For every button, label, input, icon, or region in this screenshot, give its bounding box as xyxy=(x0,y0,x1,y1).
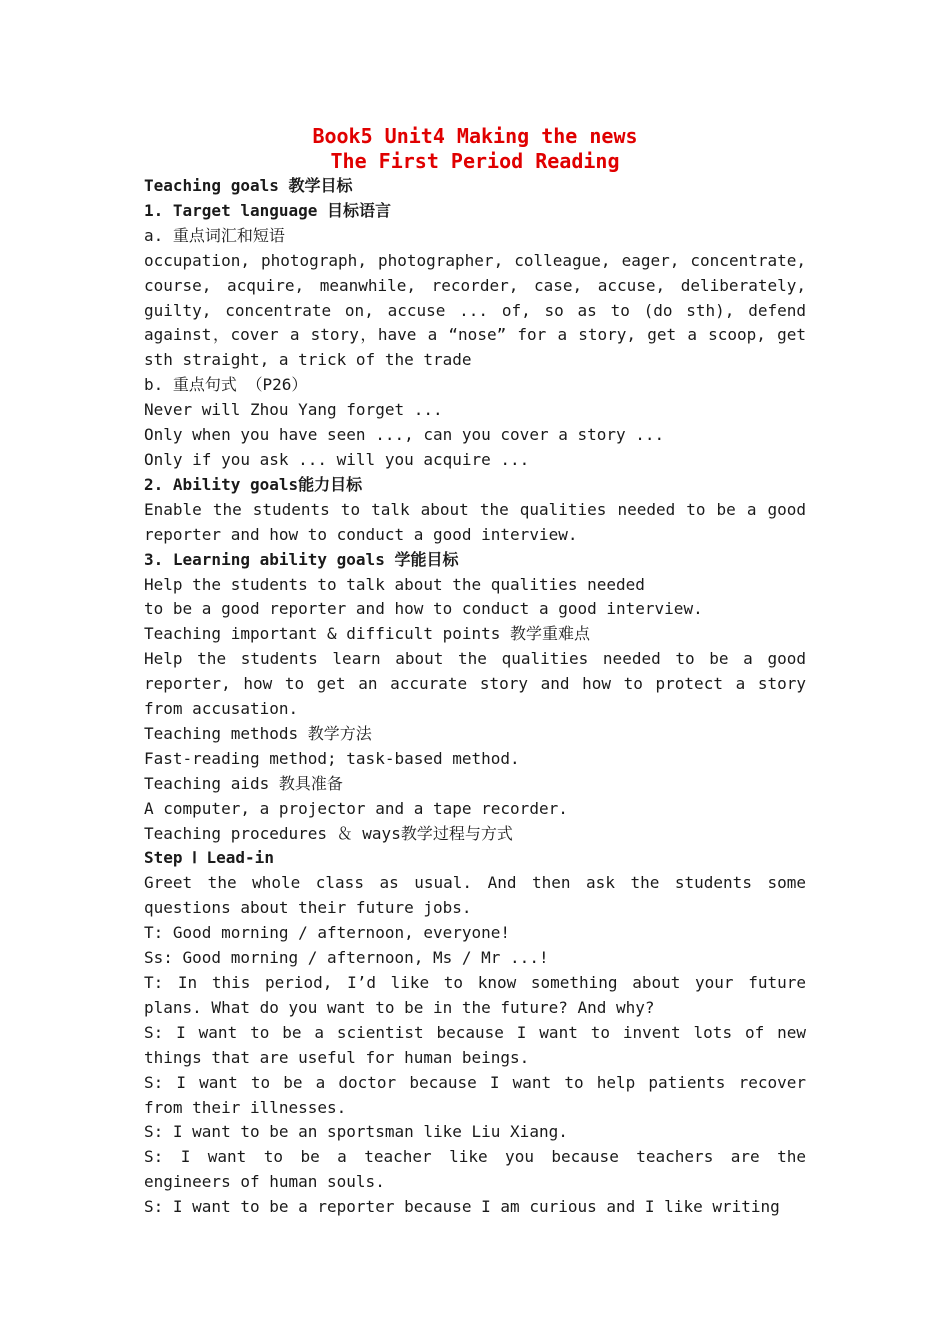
vocab-text: occupation, photograph, photographer, colleague, eager, concentrate, course, acquire, meanwhile, recorder, case, accuse, deliberately, guilty, concentrate on, accuse ... of, so as to (do sth), defend against，cover a story，have a “nose” for a story, get a scoop, get sth straight, a trick of the trade xyxy=(144,250,806,370)
dialogue-line: S: I want to be a doctor because I want to help patients recover from their illnesses. xyxy=(144,1072,806,1117)
sentence-label: b. 重点句式 （P26） xyxy=(144,375,308,395)
dialogue-line: S: I want to be a teacher like you because teachers are the engineers of human souls. xyxy=(144,1147,806,1192)
document-title: Book5 Unit4 Making the news xyxy=(312,124,638,148)
important-points-text: Help the students learn about the qualities needed to be a good reporter, how to get an accurate story and how to protect a story from accusation. xyxy=(144,649,806,719)
dialogue-line: S: I want to be an sportsman like Liu Xiang. xyxy=(144,1122,568,1142)
dialogue-line: S: I want to be a scientist because I want to invent lots of new things that are useful for human beings. xyxy=(144,1022,806,1067)
ability-goals-heading: 2. Ability goals能力目标 xyxy=(144,474,363,494)
learning-goals-heading: 3. Learning ability goals 学能目标 xyxy=(144,549,459,569)
aids-heading: Teaching aids 教具准备 xyxy=(144,773,343,793)
important-points-heading: Teaching important & difficult points 教学重难点 xyxy=(144,624,591,644)
sentence-item: Never will Zhou Yang forget ... xyxy=(144,400,443,420)
procedures-heading: Teaching procedures ＆ ways教学过程与方式 xyxy=(144,823,513,843)
target-language-heading: 1. Target language 目标语言 xyxy=(144,200,392,220)
document-page xyxy=(144,124,806,1220)
step1-heading: Step Ⅰ Lead-in xyxy=(144,848,274,868)
sentence-item: Only if you ask ... will you acquire ... xyxy=(144,449,530,469)
dialogue-line: S: I want to be a reporter because I am curious and I like writing xyxy=(144,1197,780,1217)
ability-goals-text: Enable the students to talk about the qualities needed to be a good reporter and how to conduct a good interview. xyxy=(144,499,806,544)
methods-heading: Teaching methods 教学方法 xyxy=(144,723,372,743)
dialogue-line: T: In this period, I’d like to know something about your future plans. What do you want to be in the future? And why? xyxy=(144,973,806,1017)
document-subtitle: The First Period Reading xyxy=(330,149,620,173)
sentence-item: Only when you have seen ..., can you cover a story ... xyxy=(144,425,665,445)
teaching-goals-heading: Teaching goals 教学目标 xyxy=(144,176,353,195)
aids-text: A computer, a projector and a tape recorder. xyxy=(144,798,568,818)
vocab-label: a. 重点词汇和短语 xyxy=(144,225,285,245)
methods-text: Fast-reading method; task-based method. xyxy=(144,748,520,768)
step1-intro: Greet the whole class as usual. And then ask the students some questions about their future jobs. xyxy=(144,873,806,918)
dialogue-line: T: Good morning / afternoon, everyone! xyxy=(144,923,511,943)
learning-goals-line: Help the students to talk about the qualities needed xyxy=(144,574,645,594)
learning-goals-line: to be a good reporter and how to conduct a good interview. xyxy=(144,599,703,619)
dialogue-line: Ss: Good morning / afternoon, Ms / Mr ...! xyxy=(144,948,549,968)
